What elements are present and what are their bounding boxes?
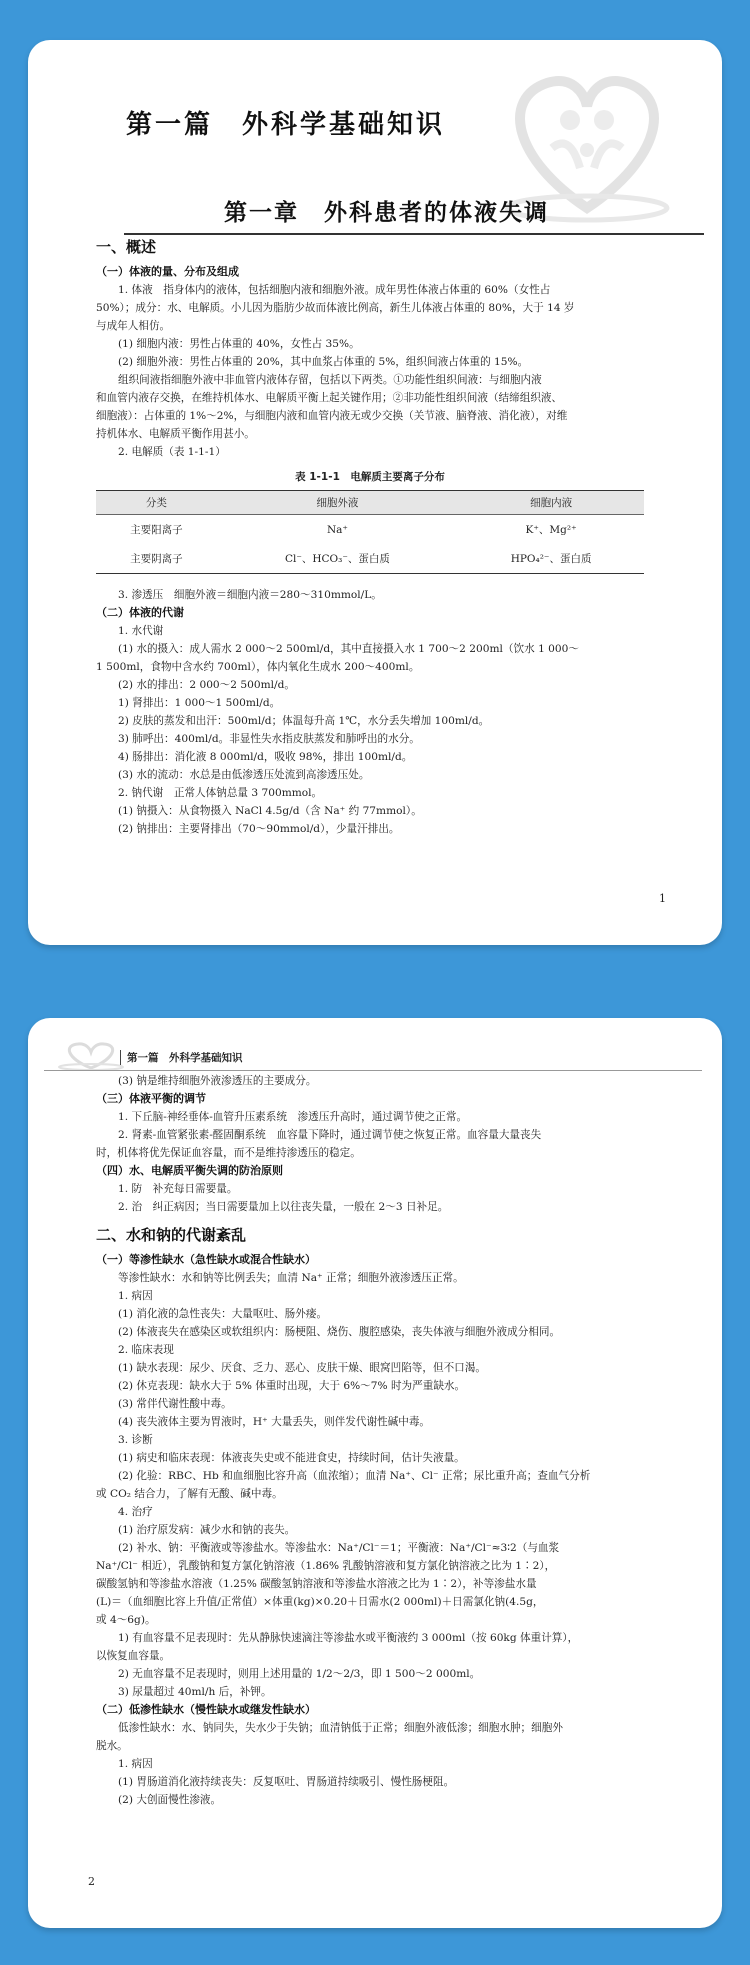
text-line: (2) 大创面慢性渗液。 xyxy=(118,1794,222,1806)
text-line: 1) 有血容量不足表现时：先从静脉快速滴注等渗盐水或平衡液约 3 000ml（按 60kg 体重计算）， xyxy=(118,1632,579,1644)
page-1-body xyxy=(96,228,644,838)
section-heading: （四）水、电解质平衡失调的防治原则 xyxy=(96,1164,283,1177)
table-cell: HPO₄²⁻、蛋白质 xyxy=(510,553,592,565)
text-line: 2. 治 纠正病因；当日需要量加上以往丧失量，一般在 2～3 日补足。 xyxy=(118,1201,449,1213)
text-line: (1) 水的摄入：成人需水 2 000～2 500ml/d，其中直接摄入水 1 700～2 200ml（饮水 1 000～ xyxy=(118,643,579,655)
text-line: (1) 治疗原发病：减少水和钠的丧失。 xyxy=(118,1524,296,1536)
table-cell: K⁺、Mg²⁺ xyxy=(525,524,577,536)
text-line: (2) 化验：RBC、Hb 和血细胞比容升高（血浓缩）；血清 Na⁺、Cl⁻ 正常；尿比重升高；查血气分析 xyxy=(118,1470,591,1482)
text-line: 以恢复血容量。 xyxy=(96,1650,171,1662)
text-line: (1) 消化液的急性丧失：大量呕吐、肠外瘘。 xyxy=(118,1308,328,1320)
family-logo-small-icon xyxy=(56,1040,126,1070)
text-line: (2) 水的排出：2 000～2 500ml/d。 xyxy=(118,679,295,691)
text-line: 细胞液）：占体重的 1%～2%，与细胞内液和血管内液无或少交换（关节液、脑脊液、消化液），对维 xyxy=(96,410,568,422)
text-line: Na⁺/Cl⁻ 相近），乳酸钠和复方氯化钠溶液（1.86% 乳酸钠溶液和复方氯化钠溶液之比为 1∶2）， xyxy=(96,1560,556,1572)
table-cell: 主要阴离子 xyxy=(130,553,183,565)
text-line: 4. 治疗 xyxy=(118,1506,153,1518)
text-line: 1. 病因 xyxy=(118,1758,153,1770)
text-line: (4) 丧失液体主要为胃液时，H⁺ 大量丢失，则伴发代谢性碱中毒。 xyxy=(118,1416,431,1428)
page-number: 1 xyxy=(659,892,666,905)
text-line: (1) 胃肠道消化液持续丧失：反复呕吐、胃肠道持续吸引、慢性肠梗阻。 xyxy=(118,1776,455,1788)
table-row xyxy=(96,515,644,545)
table-row xyxy=(96,544,644,574)
text-line: 1. 水代谢 xyxy=(118,625,164,637)
text-line: (L)＝（血细胞比容上升值/正常值）×体重(kg)×0.20＋日需水(2 000ml)＋日需氯化钠(4.5g， xyxy=(96,1596,544,1608)
text-line: 低渗性缺水：水、钠同失，失水少于失钠；血清钠低于正常；细胞外液低渗；细胞水肿；细胞外 xyxy=(118,1722,563,1734)
running-head-title: 第一篇 外科学基础知识 xyxy=(120,1050,243,1065)
text-line: (3) 水的流动：水总是由低渗透压处流到高渗透压处。 xyxy=(118,769,370,781)
table-cell: 主要阳离子 xyxy=(130,524,183,536)
text-line: 1. 防 补充每日需要量。 xyxy=(118,1183,238,1195)
text-line: 3. 渗透压 细胞外液＝细胞内液＝280～310mmol/L。 xyxy=(118,589,382,601)
text-line: 2) 皮肤的蒸发和出汗：500ml/d；体温每升高 1℃，水分丢失增加 100ml/d。 xyxy=(118,715,490,727)
running-head-rule xyxy=(44,1070,702,1071)
text-line: 1 500ml，食物中含水约 700ml），体内氧化生成水 200～400ml。 xyxy=(96,661,420,673)
text-line: 组织间液指细胞外液中非血管内液体存留，包括以下两类。①功能性组织间液：与细胞内液 xyxy=(118,374,542,386)
chapter-title: 第一章 外科患者的体液失调 xyxy=(224,199,549,226)
text-line: (2) 休克表现：缺水大于 5% 体重时出现，大于 6%～7% 时为严重缺水。 xyxy=(118,1380,466,1392)
running-head xyxy=(28,1018,722,1078)
text-line: 时，机体将优先保证血容量，而不是维持渗透压的稳定。 xyxy=(96,1147,361,1159)
text-line: (1) 病史和临床表现：体液丧失史或不能进食史，持续时间，估计失液量。 xyxy=(118,1452,465,1464)
text-line: 与成年人相仿。 xyxy=(96,320,171,332)
text-line: 2. 肾素-血管紧张素-醛固酮系统 血容量下降时，通过调节使之恢复正常。血容量大量丧失 xyxy=(118,1129,542,1141)
electrolyte-table xyxy=(96,490,644,574)
text-line: 1. 体液 指身体内的液体，包括细胞内液和细胞外液。成年男性体液占体重的 60%（女性占 xyxy=(118,284,551,296)
section-heading: （二）低渗性缺水（慢性缺水或继发性缺水） xyxy=(96,1703,316,1716)
text-line: 3. 诊断 xyxy=(118,1434,153,1446)
text-line: (2) 细胞外液：男性占体重的 20%，其中血浆占体重的 5%，组织间液占体重的 15%。 xyxy=(118,356,529,368)
table-cell: Na⁺ xyxy=(326,523,348,536)
text-line: 或 4～6g)。 xyxy=(96,1614,156,1626)
text-line: 和血管内液存交换，在维持机体水、电解质平衡上起关键作用；②非功能性组织间液（结缔组织液、 xyxy=(96,392,563,404)
text-line: 2. 钠代谢 正常人体钠总量 3 700mmol。 xyxy=(118,787,323,799)
text-line: 3) 尿量超过 40ml/h 后，补钾。 xyxy=(118,1686,272,1698)
section-heading: （三）体液平衡的调节 xyxy=(96,1092,206,1105)
table-header-cell: 细胞外液 xyxy=(316,497,359,509)
text-line: (2) 补水、钠：平衡液或等渗盐水。等渗盐水：Na⁺/Cl⁻＝1；平衡液：Na⁺/Cl⁻≈3∶2（与血浆 xyxy=(118,1542,560,1554)
section-heading: （一）等渗性缺水（急性缺水或混合性缺水） xyxy=(96,1253,316,1266)
text-line: 1. 下丘脑-神经垂体-血管升压素系统 渗透压升高时，通过调节使之正常。 xyxy=(118,1111,468,1123)
table-cell: Cl⁻、HCO₃⁻、蛋白质 xyxy=(284,553,390,565)
text-line: 2. 电解质（表 1-1-1） xyxy=(118,446,226,458)
section-heading: 二、水和钠的代谢紊乱 xyxy=(96,1226,247,1244)
section-heading: （一）体液的量、分布及组成 xyxy=(96,265,239,278)
part-title: 第一篇 外科学基础知识 xyxy=(126,110,446,140)
table-caption: 表 1-1-1 电解质主要离子分布 xyxy=(295,471,445,483)
text-line: 脱水。 xyxy=(96,1740,128,1752)
text-line: 1. 病因 xyxy=(118,1290,153,1302)
page-number: 2 xyxy=(88,1875,95,1888)
table-header-cell: 细胞内液 xyxy=(530,497,573,509)
text-line: 4) 肠排出：消化液 8 000ml/d，吸收 98%，排出 100ml/d。 xyxy=(118,751,413,763)
table-header-cell: 分类 xyxy=(145,497,167,509)
text-line: (1) 细胞内液：男性占体重的 40%，女性占 35%。 xyxy=(118,338,360,350)
text-line: 50%）；成分：水、电解质。小儿因为脂肪少故而体液比例高，新生儿体液占体重的 80%，大于 14 岁 xyxy=(96,302,575,314)
text-line: 等渗性缺水：水和钠等比例丢失；血清 Na⁺ 正常；细胞外液渗透压正常。 xyxy=(118,1272,464,1284)
section-heading: （二）体液的代谢 xyxy=(96,606,184,619)
text-line: 碳酸氢钠和等渗盐水溶液（1.25% 碳酸氢钠溶液和等渗盐水溶液之比为 1∶2），补等渗盐水量 xyxy=(96,1578,537,1590)
text-line: (1) 缺水表现：尿少、厌食、乏力、恶心、皮肤干燥、眼窝凹陷等，但不口渴。 xyxy=(118,1362,486,1374)
text-line: (1) 钠摄入：从食物摄入 NaCl 4.5g/d（含 Na⁺ 约 77mmol）。 xyxy=(118,805,422,817)
text-line: (2) 体液丧失在感染区或软组织内：肠梗阻、烧伤、腹腔感染，丧失体液与细胞外液成分相同。 xyxy=(118,1326,561,1338)
text-line: (3) 钠是维持细胞外液渗透压的主要成分。 xyxy=(118,1075,317,1087)
text-line: 2) 无血容量不足表现时，则用上述用量的 1/2～2/3，即 1 500～2 000ml。 xyxy=(118,1668,481,1680)
text-line: 持机体水、电解质平衡作用甚小。 xyxy=(96,428,255,440)
text-line: (2) 钠排出：主要肾排出（70～90mmol/d），少量汗排出。 xyxy=(118,823,400,835)
text-line: 2. 临床表现 xyxy=(118,1344,174,1356)
text-line: (3) 常伴代谢性酸中毒。 xyxy=(118,1398,232,1410)
table-header-row xyxy=(96,491,644,515)
text-line: 3) 肺呼出：400ml/d。非显性失水指皮肤蒸发和肺呼出的水分。 xyxy=(118,733,420,745)
text-line: 或 CO₂ 结合力，了解有无酸、碱中毒。 xyxy=(96,1488,283,1500)
section-heading: 一、概述 xyxy=(96,238,157,256)
text-line: 1) 肾排出：1 000～1 500ml/d。 xyxy=(118,697,281,709)
page-2-body xyxy=(96,1072,644,1809)
